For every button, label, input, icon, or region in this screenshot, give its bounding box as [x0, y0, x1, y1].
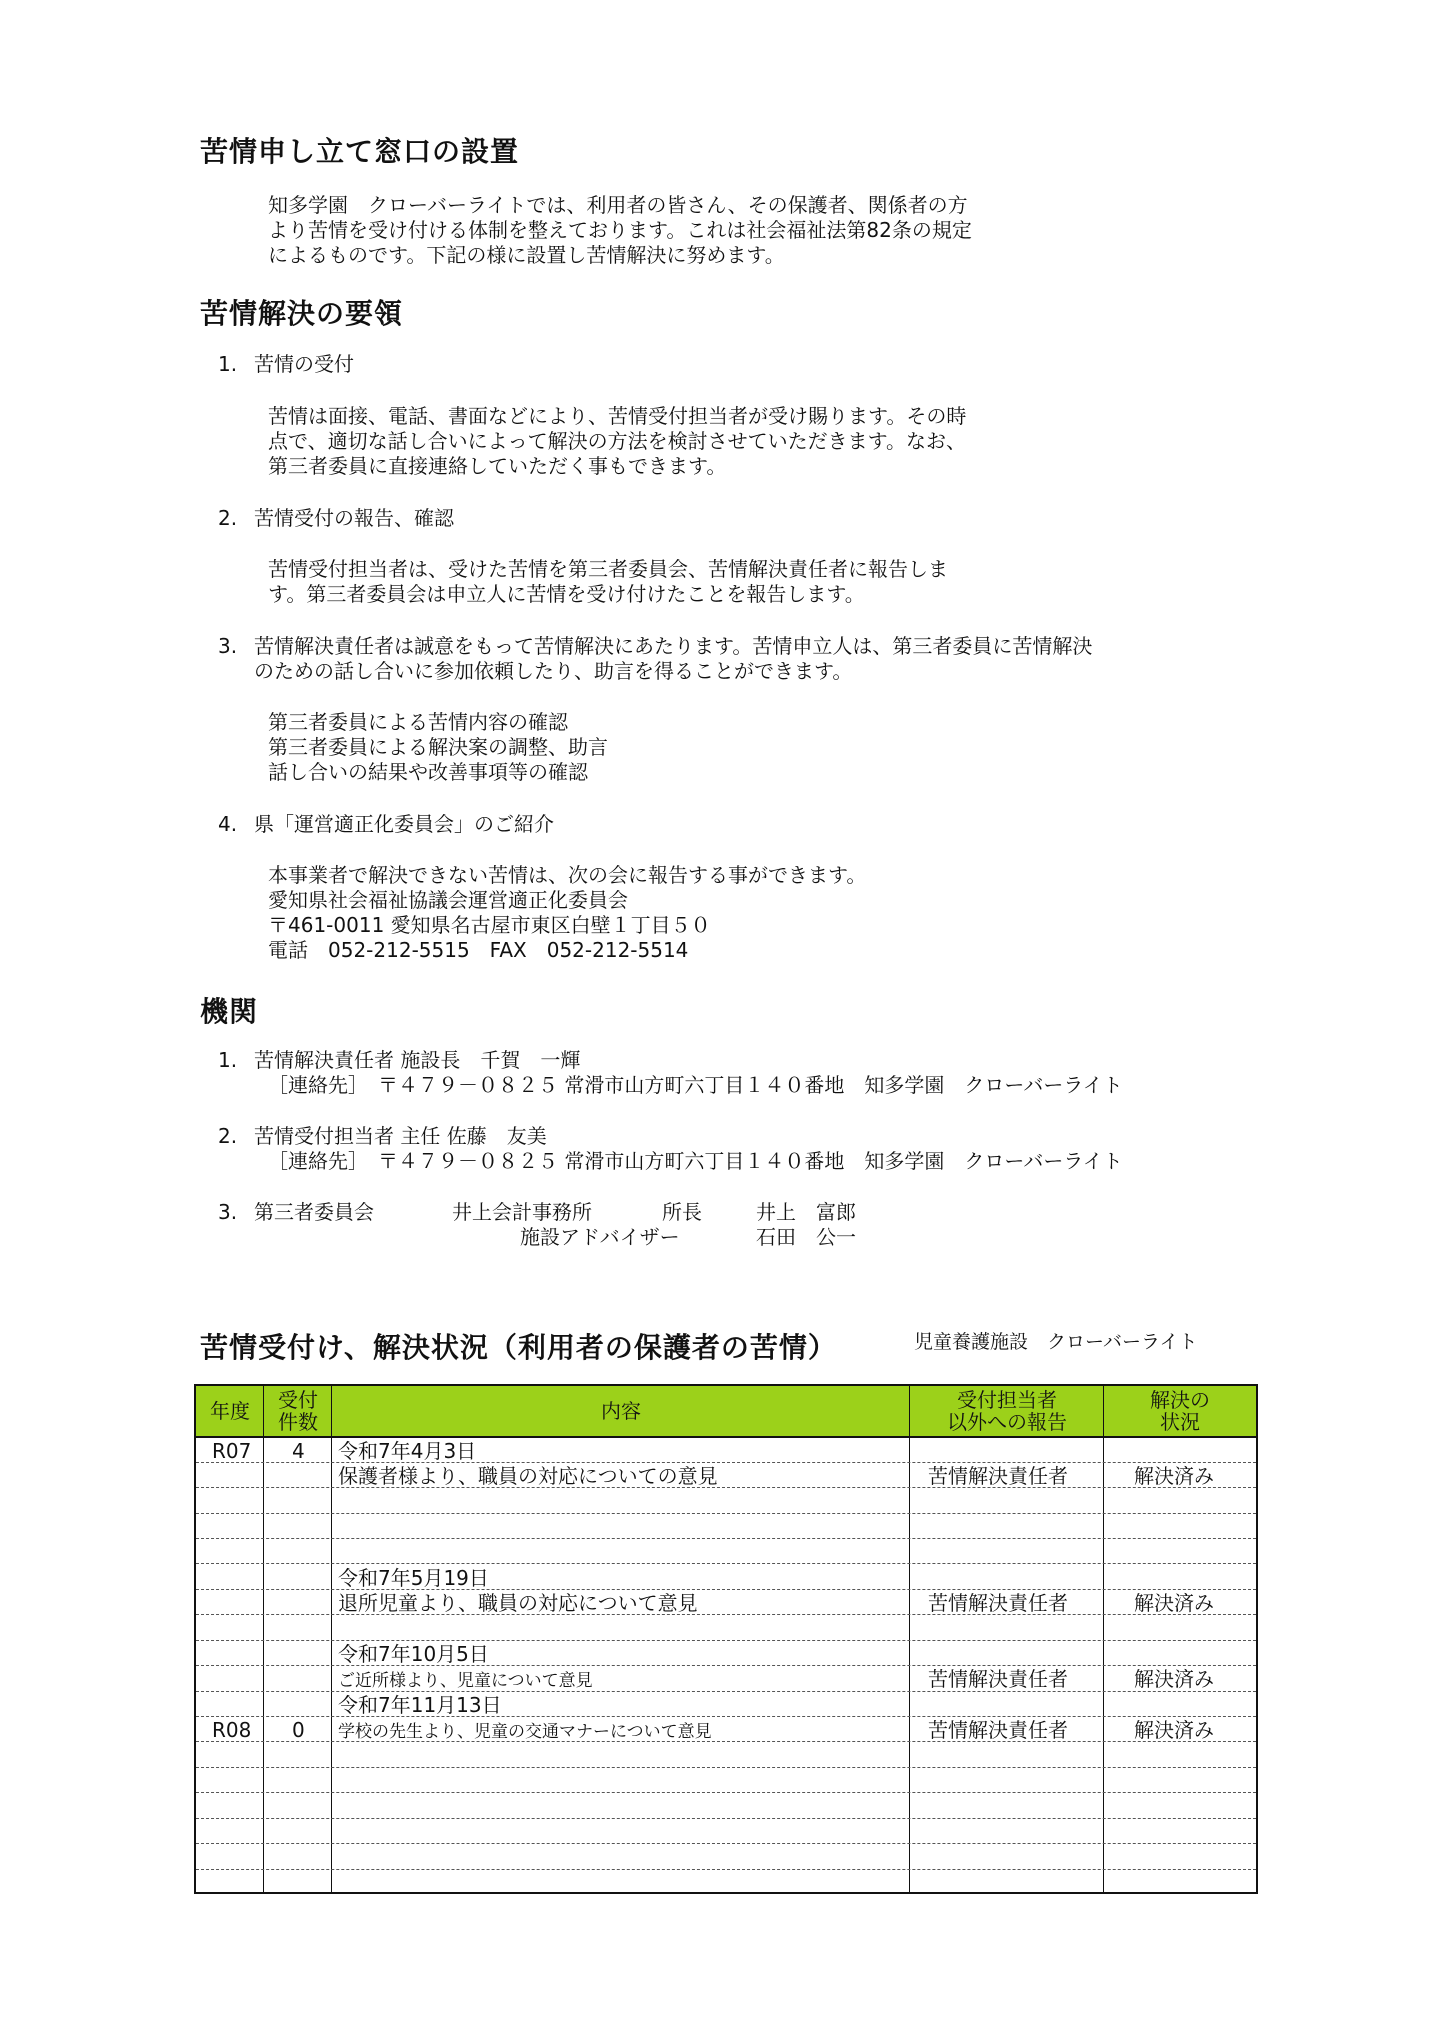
- item-label: 苦情の受付: [254, 352, 354, 376]
- procedure-item-3-body: [268, 710, 608, 785]
- header-report-line: 以外への報告: [947, 1410, 1067, 1434]
- organization-item-3: [218, 1200, 374, 1225]
- body-line: 第三者委員に直接連絡していただく事もできます。: [268, 454, 727, 478]
- organization-item-1-contact: ［連絡先］ 〒４７９－０８２５ 常滑市山方町六丁目１４０番地 知多学園 クローバーライト: [268, 1073, 1123, 1097]
- body-line: 第三者委員による苦情内容の確認: [268, 710, 568, 734]
- header-report-line: 受付担当者: [957, 1388, 1057, 1412]
- item-label: 県「運営適正化委員会」のご紹介: [254, 812, 554, 836]
- entry-date: 令和7年10月5日: [338, 1642, 489, 1666]
- entry-report: 苦情解決責任者: [928, 1667, 1068, 1691]
- entry-result: 解決済み: [1134, 1718, 1214, 1742]
- item-label: 苦情受付の報告、確認: [254, 506, 454, 530]
- committee-member-1-name: 井上 富郎: [756, 1200, 856, 1224]
- item-number: 3.: [218, 1200, 238, 1224]
- procedure-item-3-number: 3.: [218, 634, 238, 658]
- body-line: 愛知県社会福祉協議会運営適正化委員会: [268, 888, 628, 912]
- item-number: 4.: [218, 812, 238, 836]
- entry-content: 保護者様より、職員の対応についての意見: [338, 1464, 718, 1488]
- organization-item-1: [218, 1048, 580, 1073]
- item-label: のための話し合いに参加依頼したり、助言を得ることができます。: [254, 659, 853, 683]
- row-divider: [196, 1513, 1256, 1514]
- header-result-line: 解決の: [1150, 1388, 1210, 1412]
- header-result-line: 状況: [1160, 1410, 1200, 1434]
- item-number: 2.: [218, 1124, 238, 1148]
- committee-member-1-org: 井上会計事務所: [452, 1200, 592, 1224]
- entry-result: 解決済み: [1134, 1591, 1214, 1615]
- section-title-procedure: 苦情解決の要領: [200, 297, 404, 330]
- item-number: 2.: [218, 506, 238, 530]
- row-divider: [196, 1767, 1256, 1768]
- entry-report: 苦情解決責任者: [928, 1464, 1068, 1488]
- row-divider: [196, 1563, 1256, 1564]
- entry-content: 退所児童より、職員の対応について意見: [338, 1591, 698, 1615]
- procedure-item-2: [218, 506, 454, 531]
- header-count: [264, 1386, 332, 1436]
- body-line: 〒461-0011 愛知県名古屋市東区白壁１丁目５０: [268, 913, 711, 937]
- procedure-item-1-body: [268, 404, 966, 479]
- committee-member-1-role: 所長: [662, 1200, 702, 1224]
- item-label: 苦情解決責任者 施設長 千賀 一輝: [254, 1048, 581, 1072]
- body-line: 第三者委員による解決案の調整、助言: [268, 735, 608, 759]
- header-report: [910, 1386, 1104, 1436]
- procedure-item-1: [218, 352, 354, 377]
- entry-date: 令和7年4月3日: [338, 1439, 477, 1463]
- complaints-table: [194, 1384, 1258, 1894]
- body-line: 本事業者で解決できない苦情は、次の会に報告する事ができます。: [268, 863, 867, 887]
- organization-item-2: [218, 1124, 547, 1149]
- entry-date: 令和7年5月19日: [338, 1566, 489, 1590]
- item-label: 苦情解決責任者は誠意をもって苦情解決にあたります。苦情申立人は、第三者委員に苦情解決: [254, 634, 1093, 658]
- section-title-organization: 機関: [200, 995, 259, 1028]
- entry-result: 解決済み: [1134, 1464, 1214, 1488]
- entry-content: 学校の先生より、児童の交通マナーについて意見: [338, 1722, 712, 1742]
- entry-date: 令和7年11月13日: [338, 1693, 502, 1717]
- entry-report: 苦情解決責任者: [928, 1591, 1068, 1615]
- entry-result: 解決済み: [1134, 1667, 1214, 1691]
- procedure-item-4: [218, 812, 554, 837]
- intro-line: によるものです。下記の様に設置し苦情解決に努めます。: [268, 243, 785, 267]
- item-number: 1.: [218, 1048, 238, 1072]
- procedure-item-3: [254, 634, 1092, 684]
- item-label: 第三者委員会: [254, 1200, 374, 1224]
- count-cell-r08: 0: [292, 1718, 305, 1742]
- status-facility: 児童養護施設 クローバーライト: [914, 1331, 1198, 1353]
- body-line: す。第三者委員会は申立人に苦情を受け付けたことを報告します。: [268, 582, 865, 606]
- row-divider: [196, 1640, 1256, 1641]
- body-line: 電話 052-212-5515 FAX 052-212-5514: [268, 938, 689, 962]
- header-year: 年度: [210, 1399, 250, 1423]
- row-divider: [196, 1538, 1256, 1539]
- intro-line: 知多学園 クローバーライトでは、利用者の皆さん、その保護者、関係者の方: [268, 193, 968, 217]
- body-line: 苦情は面接、電話、書面などにより、苦情受付担当者が受け賜ります。その時: [268, 404, 967, 428]
- header-content: 内容: [601, 1399, 641, 1423]
- item-label: 苦情受付担当者 主任 佐藤 友美: [254, 1124, 547, 1148]
- committee-member-2-role: 施設アドバイザー: [520, 1225, 680, 1249]
- header-result: [1104, 1386, 1256, 1436]
- row-divider: [196, 1792, 1256, 1793]
- row-divider: [196, 1818, 1256, 1819]
- status-title: 苦情受付け、解決状況（利用者の保護者の苦情）: [200, 1331, 837, 1364]
- body-line: 話し合いの結果や改善事項等の確認: [268, 760, 588, 784]
- organization-item-2-contact: ［連絡先］ 〒４７９－０８２５ 常滑市山方町六丁目１４０番地 知多学園 クローバーライト: [268, 1149, 1123, 1173]
- procedure-item-4-body: [268, 863, 866, 963]
- header-count-line: 受付: [278, 1388, 318, 1412]
- section-intro-paragraph: [268, 193, 972, 268]
- header-count-line: 件数: [278, 1410, 318, 1434]
- section-title-window: 苦情申し立て窓口の設置: [200, 135, 520, 168]
- entry-content: ご近所様より、児童について意見: [338, 1671, 593, 1691]
- procedure-item-2-body: [268, 557, 948, 607]
- item-number: 1.: [218, 352, 238, 376]
- body-line: 苦情受付担当者は、受けた苦情を第三者委員会、苦情解決責任者に報告しま: [268, 557, 948, 581]
- entry-report: 苦情解決責任者: [928, 1718, 1068, 1742]
- table-header: [196, 1386, 1256, 1438]
- year-cell-r08: R08: [212, 1718, 252, 1742]
- intro-line: より苦情を受け付ける体制を整えております。これは社会福祉法第82条の規定: [268, 218, 972, 242]
- count-cell-r07: 4: [292, 1439, 305, 1463]
- year-cell-r07: R07: [212, 1439, 252, 1463]
- committee-member-2-name: 石田 公一: [756, 1225, 856, 1249]
- row-divider: [196, 1869, 1256, 1870]
- row-divider: [196, 1843, 1256, 1844]
- body-line: 点で、適切な話し合いによって解決の方法を検討させていただきます。なお、: [268, 429, 966, 453]
